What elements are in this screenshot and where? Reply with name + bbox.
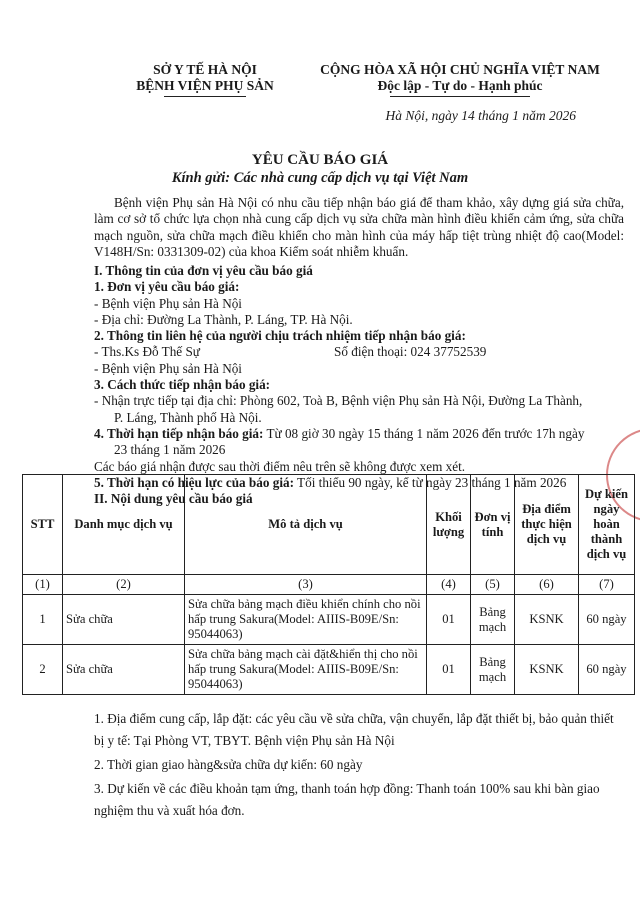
row-unit: Bảng mạch [471, 595, 515, 645]
row-quantity: 01 [427, 645, 471, 695]
org-underline [164, 96, 246, 97]
row-service-category: Sửa chữa [63, 595, 185, 645]
document-title: YÊU CẦU BÁO GIÁ [251, 152, 389, 168]
intro-paragraph: Bệnh viện Phụ sản Hà Nội có nhu cầu tiếp nhận báo giá để tham khảo, xây dựng giá sửa chữa, làm cơ sở tổ chức lựa chọn nhà cung cấp dịch vụ sửa chữa màn hình điều khiển cảm ứng, sửa chữa mạch nguồn, sửa chữa mạch điều khiển cho màn hình của máy hấp tiệt trùng nhiệt độ cao(Model: V148H/Sn: 0331309-02) của khoa Kiểm soát nhiễm khuẩn. [94, 195, 624, 259]
contact-name: - Ths.Ks Đỗ Thế Sự [94, 344, 200, 360]
item-2-organization: - Bệnh viện Phụ sản Hà Nội [94, 360, 242, 376]
header-quantity: Khối lượng [427, 475, 471, 575]
row-completion-days: 60 ngày [579, 595, 635, 645]
numbering-cell: (7) [579, 575, 635, 595]
contact-phone: Số điện thoại: 024 37752539 [334, 344, 487, 360]
note-2: 2. Thời gian giao hàng&sửa chữa dự kiến: 60 ngày [94, 757, 363, 772]
national-heading [300, 62, 620, 94]
item-1-heading: 1. Đơn vị yêu cầu báo giá: [94, 279, 240, 295]
item-3-line-1: - Nhận trực tiếp tại địa chỉ: Phòng 602, Toà B, Bệnh viện Phụ sản Hà Nội, Đường La Thành, [94, 393, 583, 409]
document-recipient: Kính gửi: Các nhà cung cấp dịch vụ tại Việt Nam [171, 170, 469, 186]
item-5-text: Tối thiểu 90 ngày, kể từ ngày 23 tháng 1 năm 2026 [294, 474, 567, 490]
org-line-2: BỆNH VIỆN PHỤ SẢN [136, 78, 274, 93]
motto-underline [390, 96, 530, 97]
row-location: KSNK [515, 595, 579, 645]
header-unit: Đơn vị tính [471, 475, 515, 575]
item-3-heading: 3. Cách thức tiếp nhận báo giá: [94, 377, 271, 393]
numbering-cell: (4) [427, 575, 471, 595]
item-4-text: Từ 08 giờ 30 ngày 15 tháng 1 năm 2026 đến trước 17h ngày [263, 425, 585, 441]
numbering-cell: (6) [515, 575, 579, 595]
header-service-description: Mô tả dịch vụ [185, 475, 427, 575]
org-line-1: SỞ Y TẾ HÀ NỘI [153, 62, 257, 77]
item-2-contact-row [94, 344, 624, 360]
note-3: 3. Dự kiến về các điều khoản tạm ứng, thanh toán hợp đồng: Thanh toán 100% sau khi bàn giao nghiệm thu và xuất hóa đơn. [94, 781, 600, 818]
header-stt: STT [23, 475, 63, 575]
country-line-1: CỘNG HÒA XÃ HỘI CHỦ NGHĨA VIỆT NAM [320, 62, 600, 77]
item-4-note: Các báo giá nhận được sau thời điểm nêu trên sẽ không được xem xét. [94, 458, 466, 474]
section-2-heading: II. Nội dung yêu cầu báo giá [94, 491, 253, 507]
header-completion-days: Dự kiến ngày hoàn thành dịch vụ [579, 475, 635, 575]
note-1: 1. Địa điểm cung cấp, lắp đặt: các yêu cầu về sửa chữa, vận chuyển, lắp đặt thiết bị, bảo quản thiết bị y tế: Tại Phòng VT, TBYT. Bệnh viện Phụ sản Hà Nội [94, 711, 614, 748]
table-row [23, 645, 635, 695]
item-1-line-1: - Bệnh viện Phụ sản Hà Nội [94, 295, 242, 311]
numbering-cell: (1) [23, 575, 63, 595]
section-1-heading: I. Thông tin của đơn vị yêu cầu báo giá [94, 263, 313, 278]
numbering-cell: (2) [63, 575, 185, 595]
item-4-line-2: 23 tháng 1 năm 2026 [114, 442, 226, 458]
row-service-description: Sửa chữa bảng mạch điều khiển chính cho nồi hấp trung Sakura(Model: AIIIS-B09E/Sn: 95044063) [185, 595, 427, 645]
numbering-cell: (5) [471, 575, 515, 595]
footer-notes [94, 708, 614, 824]
item-2-heading: 2. Thông tin liên hệ của người chịu trách nhiệm tiếp nhận báo giá: [94, 328, 466, 344]
table-header-row [23, 475, 635, 575]
row-location: KSNK [515, 645, 579, 695]
row-service-description: Sửa chữa bảng mạch cài đặt&hiển thị cho nồi hấp trung Sakura(Model: AIIIS-B09E/Sn: 95044063) [185, 645, 427, 695]
table-numbering-row [23, 575, 635, 595]
item-5-label: 5. Thời hạn có hiệu lực của báo giá: [94, 474, 294, 490]
row-quantity: 01 [427, 595, 471, 645]
table-row [23, 595, 635, 645]
section-1 [94, 263, 624, 507]
country-line-2: Độc lập - Tự do - Hạnh phúc [377, 78, 543, 93]
row-completion-days: 60 ngày [579, 645, 635, 695]
item-4-label: 4. Thời hạn tiếp nhận báo giá: [94, 425, 264, 441]
quote-request-table [22, 474, 635, 695]
row-unit: Bảng mạch [471, 645, 515, 695]
numbering-cell: (3) [185, 575, 427, 595]
item-3-line-2: P. Láng, Thành phố Hà Nội. [114, 409, 262, 425]
item-1-line-2: - Địa chỉ: Đường La Thành, P. Láng, TP. Hà Nội. [94, 311, 353, 327]
issuing-organization [95, 62, 315, 94]
header-service-category: Danh mục dịch vụ [63, 475, 185, 575]
header-location: Địa điểm thực hiện dịch vụ [515, 475, 579, 575]
row-stt: 2 [23, 645, 63, 695]
row-stt: 1 [23, 595, 63, 645]
document-date: Hà Nội, ngày 14 tháng 1 năm 2026 [385, 108, 576, 123]
item-4-row [94, 426, 624, 442]
row-service-category: Sửa chữa [63, 645, 185, 695]
